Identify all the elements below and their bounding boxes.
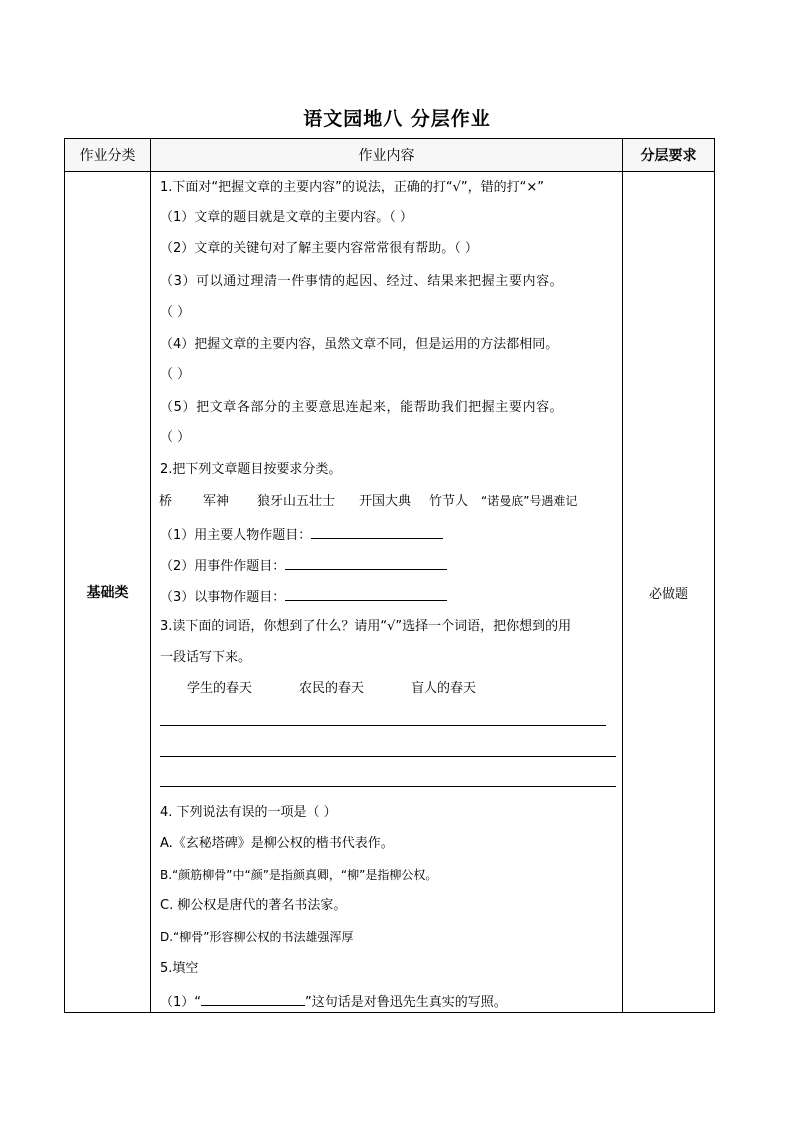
q5-item-1-suffix: ”这句话是对鲁迅先生真实的写照。 [305,995,507,1010]
q3-word-3[interactable]: 盲人的春天 [411,681,477,696]
q2-title-3: 狼牙山五壮士 [257,494,336,509]
q1-item-3-answer: （ ） [160,305,191,320]
table-header-row [65,139,715,172]
q1-item-5-answer: （ ） [160,430,191,445]
q2-stem: 2.把下列文章题目按要求分类。 [160,462,342,477]
q4-option-a: A.《玄秘塔碑》是柳公权的楷书代表作。 [160,836,394,851]
category-cell: 基础类 [65,172,151,1013]
header-category: 作业分类 [65,139,151,172]
q2-title-1: 桥 [159,494,173,509]
q4-option-d: D.“柳骨”形容柳公权的书法雄强浑厚 [160,930,354,944]
q3-writing-line-1[interactable] [160,725,606,726]
q3-words [187,681,476,697]
q2-part-1-blank[interactable] [311,525,443,539]
q2-part-3-label: （3）以事物作题目： [160,590,286,605]
q1-item-4: （4）把握文章的主要内容，虽然文章不同，但是运用的方法都相同。 [160,337,559,352]
page-title: 语文园地八 分层作业 [303,108,491,130]
header-requirement: 分层要求 [623,139,715,172]
q2-part-3 [160,587,447,606]
q1-item-5: （5）把文章各部分的主要意思连起来，能帮助我们把握主要内容。 [160,400,564,415]
q2-part-1 [160,525,443,544]
q2-title-6: “诺曼底”号遇难记 [481,494,578,508]
q2-part-3-blank[interactable] [285,587,447,601]
q1-item-2: （2）文章的关键句对了解主要内容常常很有帮助。（ ） [160,241,478,256]
q2-title-2: 军神 [203,494,230,509]
q3-writing-line-2[interactable] [160,756,616,757]
q3-word-1[interactable]: 学生的春天 [187,681,253,696]
q3-word-2[interactable]: 农民的春天 [299,681,365,696]
q1-stem: 1.下面对“把握文章的主要内容”的说法，正确的打“√”，错的打“×” [160,180,544,195]
q2-title-4: 开国大典 [359,494,412,509]
q4-option-c: C. 柳公权是唐代的著名书法家。 [160,898,347,913]
q1-item-4-answer: （ ） [160,367,191,382]
q1-item-1: （1）文章的题目就是文章的主要内容。（ ） [160,210,413,225]
q2-titles [159,493,577,510]
content-cell [151,172,623,1013]
q5-item-1-prefix: （1）“ [160,995,202,1010]
q3-stem-line1: 3.读下面的词语，你想到了什么？请用“√”选择一个词语，把你想到的用 [160,619,572,634]
q4-stem: 4. 下列说法有误的一项是（ ） [160,805,337,820]
q2-title-5: 竹节人 [429,494,469,509]
q2-part-1-label: （1）用主要人物作题目： [160,528,312,543]
q5-item-1 [160,992,507,1011]
q4-option-b: B.“颜筋柳骨”中“颜”是指颜真卿，“柳”是指柳公权。 [160,868,438,882]
q5-stem: 5.填空 [160,961,199,976]
q3-writing-line-3[interactable] [160,786,616,787]
q3-stem-line2: 一段话写下来。 [160,650,252,665]
q2-part-2-label: （2）用事件作题目： [160,559,286,574]
q5-item-1-blank[interactable] [201,992,305,1006]
requirement-cell: 必做题 [623,172,715,1013]
q2-part-2-blank[interactable] [285,556,447,570]
table-row [65,172,715,1013]
header-content: 作业内容 [151,139,623,172]
homework-table [64,138,715,1013]
q2-part-2 [160,556,447,575]
q1-item-3: （3）可以通过理清一件事情的起因、经过、结果来把握主要内容。 [160,274,564,289]
